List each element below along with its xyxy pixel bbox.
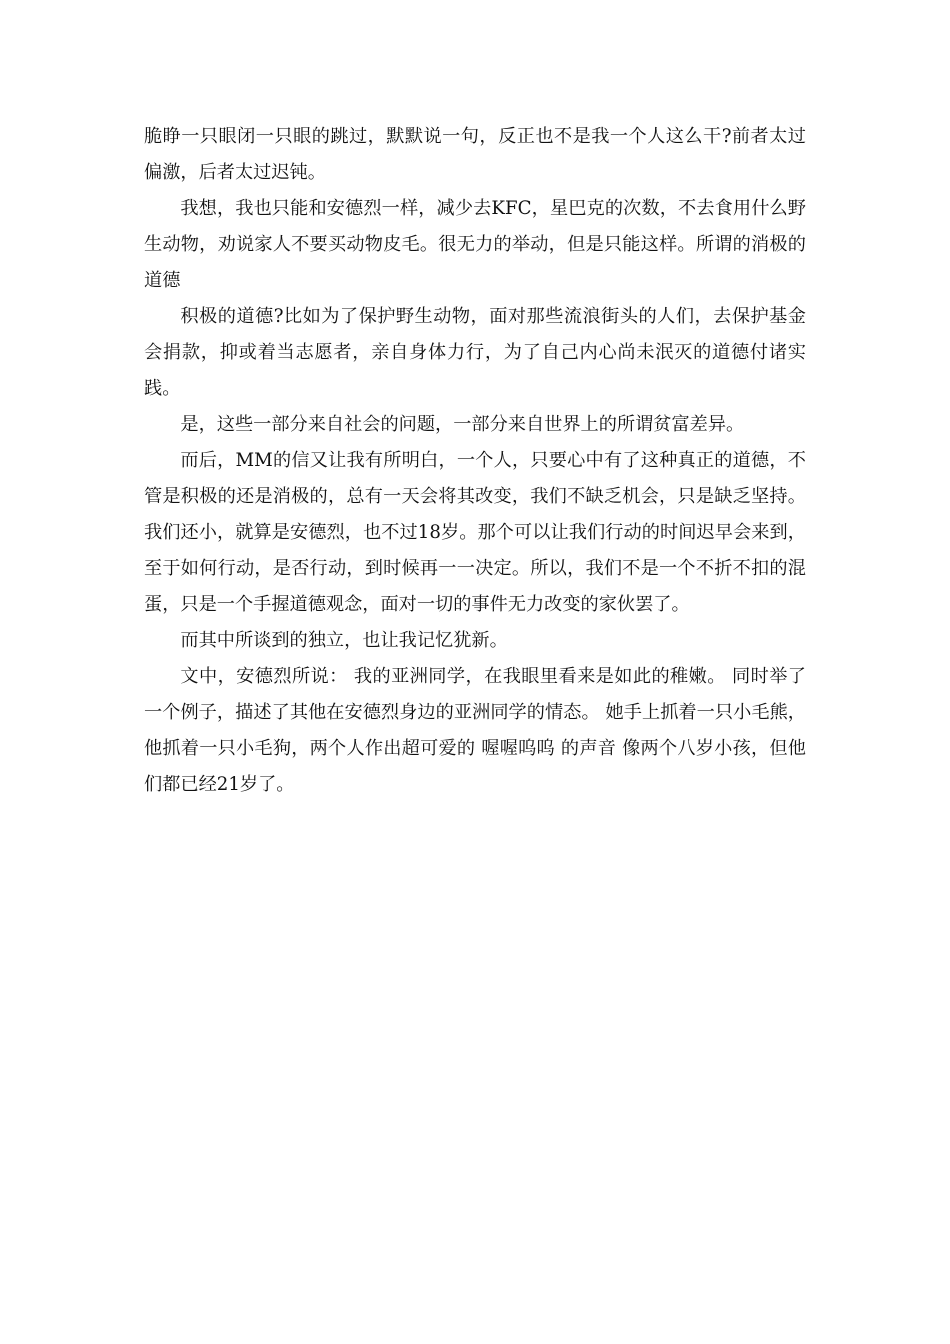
paragraph-5: 而后，MM的信又让我有所明白，一个人，只要心中有了这种真正的道德，不管是积极的还是消极的，总有一天会将其改变，我们不缺乏机会，只是缺乏坚持。我们还小，就算是安德烈，也不过18岁。那个可以让我们行动的时间迟早会来到，至于如何行动，是否行动，到时候再一一决定。所以，我们不是一个不折不扣的混蛋，只是一个手握道德观念，面对一切的事件无力改变的家伙罢了。 [144,450,806,615]
document-body [144,119,806,803]
paragraph-2: 我想，我也只能和安德烈一样，减少去KFC，星巴克的次数，不去食用什么野生动物，劝说家人不要买动物皮毛。很无力的举动，但是只能这样。所谓的消极的道德 [144,198,806,291]
paragraph-3: 积极的道德?比如为了保护野生动物，面对那些流浪街头的人们，去保护基金会捐款，抑或着当志愿者，亲自身体力行，为了自己内心尚未泯灭的道德付诸实践。 [144,306,806,399]
paragraph-7: 文中，安德烈所说： 我的亚洲同学，在我眼里看来是如此的稚嫩。 同时举了一个例子，描述了其他在安德烈身边的亚洲同学的情态。 她手上抓着一只小毛熊，他抓着一只小毛狗，两个人作出超可爱的 喔喔呜呜 的声音 像两个八岁小孩，但他们都已经21岁了。 [144,666,806,795]
paragraph-6: 而其中所谈到的独立，也让我记忆犹新。 [180,630,508,651]
paragraph-1: 脆睁一只眼闭一只眼的跳过，默默说一句，反正也不是我一个人这么干?前者太过偏激，后者太过迟钝。 [144,126,806,183]
paragraph-4: 是，这些一部分来自社会的问题，一部分来自世界上的所谓贫富差异。 [180,414,745,435]
